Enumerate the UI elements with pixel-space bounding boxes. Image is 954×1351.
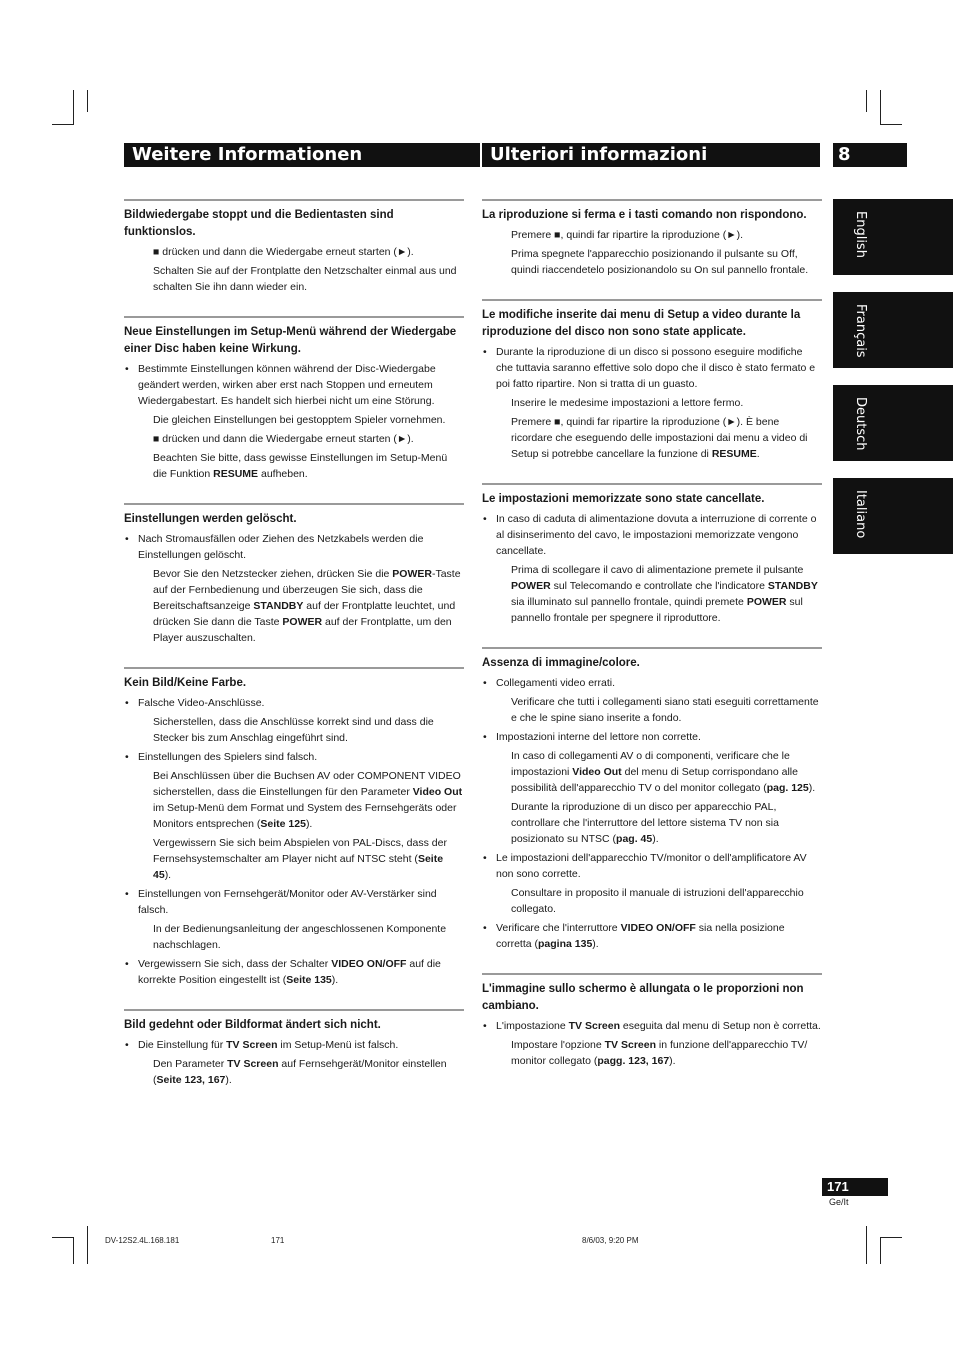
crop-mark bbox=[87, 1226, 88, 1264]
doc-date: 8/6/03, 9:20 PM bbox=[582, 1236, 639, 1245]
cause-item: • Durante la riproduzione di un disco si possono eseguire modifiche che tuttavia saranno effettive solo dopo che il disco è stato fermato e poi fatto ripartire. Non si tratta di un guasto. bbox=[482, 344, 822, 392]
section bbox=[124, 316, 464, 503]
section-title: Neue Einstellungen im Setup-Menü während der Wiedergabe einer Disc haben keine Wirkung. bbox=[124, 326, 457, 355]
section bbox=[482, 299, 822, 483]
crop-mark bbox=[880, 1237, 902, 1238]
remedy-text: Prima di scollegare il cavo di alimentazione premete il pulsante POWER sul Telecomando e controllate che l'indicatore STANDBY sia illuminato sul pannello frontale, quindi premete POWER sul pannello frontale per spegnere il riproduttore. bbox=[511, 564, 818, 624]
section-title: Einstellungen werden gelöscht. bbox=[124, 513, 297, 525]
cause-item: • L'impostazione TV Screen eseguita dal menu di Setup non è corretta. bbox=[482, 1018, 822, 1034]
section-title: Kein Bild/Keine Farbe. bbox=[124, 677, 247, 689]
remedy-text: Bei Anschlüssen über die Buchsen AV oder COMPONENT VIDEO sicherstellen, dass die Einstellungen für den Parameter Video Out im Setup-Menü dem Format und System des Fernsehgeräts oder Monitors entsprechen (Seite 125). bbox=[153, 770, 463, 830]
remedy-text: Den Parameter TV Screen auf Fernsehgerät/Monitor einstellen (Seite 123, 167). bbox=[153, 1058, 447, 1086]
cause-item: • Falsche Video-Anschlüsse. bbox=[124, 695, 464, 711]
doc-page: 171 bbox=[271, 1236, 285, 1245]
section bbox=[482, 647, 822, 973]
remedy-text: Beachten Sie bitte, dass gewisse Einstellungen im Setup-Menü die Funktion RESUME aufheben. bbox=[153, 452, 448, 480]
section-title: Assenza di immagine/colore. bbox=[482, 657, 640, 669]
section bbox=[482, 199, 822, 299]
cause-item: • Collegamenti video errati. bbox=[482, 675, 822, 691]
remedy-text: Sicherstellen, dass die Anschlüsse korrekt sind und dass die Stecker bis zum Anschlag eingeführt sind. bbox=[153, 716, 434, 744]
remedy-text: Vergewissern Sie sich beim Abspielen von PAL-Discs, dass der Fernsehsystemschalter am Player nicht auf NTSC steht (Seite 45). bbox=[153, 837, 447, 881]
section bbox=[482, 483, 822, 647]
section bbox=[124, 199, 464, 316]
remedy-text: Impostare l'opzione TV Screen in funzione dell'apparecchio TV/ monitor collegato (pagg. 123, 167). bbox=[511, 1039, 808, 1067]
remedy-text: Bevor Sie den Netzstecker ziehen, drücken Sie die POWER-Taste auf der Fernbedienung und überzeugen Sie sich, dass die Bereitschaftsanzeige STANDBY auf der Frontplatte leuchtet, und drücken Sie dann die Taste POWER auf der Frontplatte, um den Player auszuschalten. bbox=[153, 568, 461, 644]
lang-tab-francais: Français bbox=[833, 292, 953, 368]
crop-mark bbox=[866, 1226, 867, 1264]
page-title-italian: Ulteriori informazioni bbox=[482, 143, 820, 167]
cause-item: • Verificare che l'interruttore VIDEO ON/OFF sia nella posizione corretta (pagina 135). bbox=[482, 920, 822, 952]
remedy-text: Premere ■, quindi far ripartire la riproduzione (►). È bene ricordare che eseguendo delle impostazioni dai menu a video di Setup si potrebbe cancellare la funzione di RESUME. bbox=[511, 416, 808, 460]
remedy-text: Durante la riproduzione di un disco per apparecchio PAL, controllare che l'interruttore del lettore sistema TV non sia posizionato su NTSC (pag. 45). bbox=[511, 801, 779, 845]
crop-mark bbox=[866, 90, 867, 112]
lang-tab-english: English bbox=[833, 199, 953, 275]
remedy-text: ■ drücken und dann die Wiedergabe erneut starten (►). bbox=[153, 433, 414, 445]
german-column bbox=[124, 199, 464, 1109]
language-code: Ge/It bbox=[829, 1197, 849, 1207]
section bbox=[124, 667, 464, 1009]
section-title: Le impostazioni memorizzate sono state cancellate. bbox=[482, 493, 765, 505]
remedy-text: Prima spegnete l'apparecchio posizionando il pulsante su Off, quindi riaccendetelo posizionandolo su On sul pannello frontale. bbox=[511, 248, 809, 276]
remedy-text: Consultare in proposito il manuale di istruzioni dell'apparecchio collegato. bbox=[511, 887, 804, 915]
cause-item: • In caso di caduta di alimentazione dovuta a interruzione di corrente o al disinserimento del cavo, le impostazioni memorizzate vengono cancellate. bbox=[482, 511, 822, 559]
remedy-text: Schalten Sie auf der Frontplatte den Netzschalter einmal aus und schalten Sie ihn dann wieder ein. bbox=[153, 265, 457, 293]
section-title: Le modifiche inserite dai menu di Setup a video durante la riproduzione del disco non sono state applicate. bbox=[482, 309, 801, 338]
section bbox=[482, 973, 822, 1090]
section bbox=[124, 1009, 464, 1109]
remedy-text: In caso di collegamenti AV o di componenti, verificare che le impostazioni Video Out del menu di Setup corrispondano alle possibilità dell'apparecchio TV o del monitor collegato (pag. 125). bbox=[511, 750, 816, 794]
cause-item: • Einstellungen von Fernsehgerät/Monitor oder AV-Verstärker sind falsch. bbox=[124, 886, 464, 918]
section-title: Bildwiedergabe stoppt und die Bedientasten sind funktionslos. bbox=[124, 209, 394, 238]
section-title: La riproduzione si ferma e i tasti comando non rispondono. bbox=[482, 209, 807, 221]
remedy-text: Die gleichen Einstellungen bei gestopptem Spieler vornehmen. bbox=[153, 414, 446, 426]
language-tabs bbox=[833, 199, 953, 571]
chapter-number: 8 bbox=[833, 143, 907, 167]
cause-item: • Vergewissern Sie sich, dass der Schalter VIDEO ON/OFF auf die korrekte Position eingestellt ist (Seite 135). bbox=[124, 956, 464, 988]
cause-item: • Nach Stromausfällen oder Ziehen des Netzkabels werden die Einstellungen gelöscht. bbox=[124, 531, 464, 563]
cause-item: • Bestimmte Einstellungen können während der Disc-Wiedergabe geändert werden, wirken aber erst nach Stoppen und erneutem Wiedergabestart. Es handelt sich hierbei nicht um eine Störung. bbox=[124, 361, 464, 409]
remedy-text: Verificare che tutti i collegamenti siano stati eseguiti correttamente e che le spine siano inserite a fondo. bbox=[511, 696, 819, 724]
remedy-text: Premere ■, quindi far ripartire la riproduzione (►). bbox=[511, 229, 744, 241]
cause-item: • Impostazioni interne del lettore non corrette. bbox=[482, 729, 822, 745]
page-title-german: Weitere Informationen bbox=[124, 143, 480, 167]
section-title: L'immagine sullo schermo è allungata o le proporzioni non cambiano. bbox=[482, 983, 804, 1012]
lang-tab-italiano: Italiano bbox=[833, 478, 953, 554]
section bbox=[124, 503, 464, 667]
crop-mark bbox=[73, 90, 74, 125]
crop-mark bbox=[880, 1237, 881, 1264]
crop-mark bbox=[52, 124, 74, 125]
italian-column bbox=[482, 199, 822, 1090]
cause-item: • Die Einstellung für TV Screen im Setup-Menü ist falsch. bbox=[124, 1037, 464, 1053]
page-number: 171 bbox=[822, 1178, 888, 1196]
remedy-text: ■ drücken und dann die Wiedergabe erneut starten (►). bbox=[153, 246, 414, 258]
doc-code: DV-12S2.4L.168.181 bbox=[105, 1236, 180, 1245]
crop-mark bbox=[87, 90, 88, 112]
remedy-text: Inserire le medesime impostazioni a lettore fermo. bbox=[511, 397, 744, 409]
section-title: Bild gedehnt oder Bildformat ändert sich nicht. bbox=[124, 1019, 381, 1031]
remedy-text: In der Bedienungsanleitung der angeschlossenen Komponente nachschlagen. bbox=[153, 923, 447, 951]
lang-tab-deutsch: Deutsch bbox=[833, 385, 953, 461]
cause-item: • Le impostazioni dell'apparecchio TV/monitor o dell'amplificatore AV non sono corrette. bbox=[482, 850, 822, 882]
crop-mark bbox=[52, 1237, 74, 1238]
crop-mark bbox=[880, 124, 902, 125]
crop-mark bbox=[880, 90, 881, 125]
crop-mark bbox=[73, 1237, 74, 1264]
cause-item: • Einstellungen des Spielers sind falsch. bbox=[124, 749, 464, 765]
